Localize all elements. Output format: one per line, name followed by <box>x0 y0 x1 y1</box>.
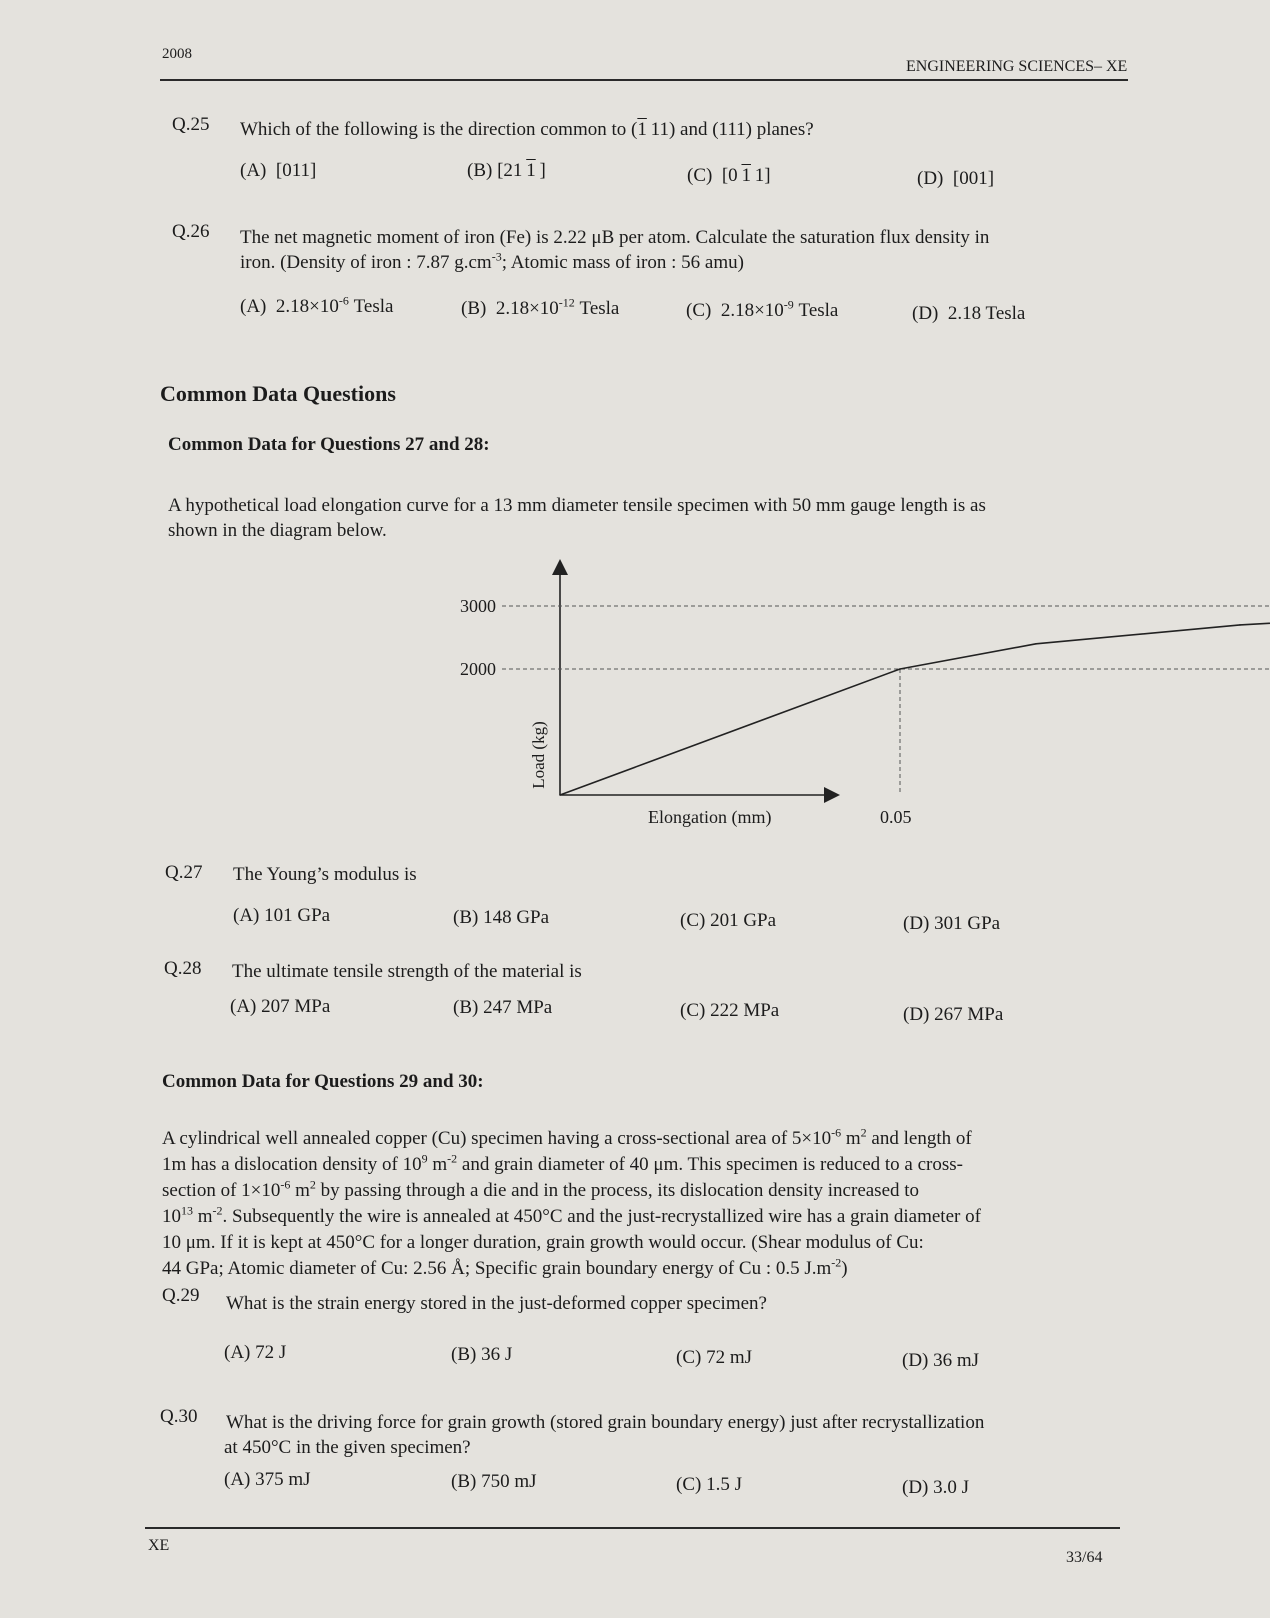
common27-line1: A hypothetical load elongation curve for a 13 mm diameter tensile specimen with 50 mm gauge length is as <box>168 495 986 516</box>
q30-line1: What is the driving force for grain growth (stored grain boundary energy) just after recrystallization <box>226 1412 985 1433</box>
q26-option-b-label: (B) <box>461 298 487 319</box>
q26-option-d <box>912 303 1025 325</box>
q28-text: The ultimate tensile strength of the material is <box>232 961 582 982</box>
curve-point-0 <box>559 794 561 796</box>
common29-line3: section of $1\times 10^{-6}$ $m^2$ by passing through a die and in the process, its dislocation density increased to <box>162 1177 920 1201</box>
q26-option-c-unit: Tesla <box>798 300 839 321</box>
load-elongation-chart <box>460 565 912 827</box>
q29-option-a: (A) 72 J <box>224 1342 287 1363</box>
q25-option-a <box>240 160 316 182</box>
header-subject: ENGINEERING SCIENCES– XE <box>906 58 1128 75</box>
q26-option-d-label: (D) <box>912 303 939 324</box>
q30-option-d: (D) 3.0 J <box>902 1477 970 1498</box>
q25-text-mid: ) and (111) planes? <box>668 119 814 140</box>
q30-option-c: (C) 1.5 J <box>676 1474 742 1495</box>
common29-heading: Common Data for Questions 29 and 30: <box>162 1071 484 1092</box>
y-axis-label: Load (kg) <box>529 721 548 789</box>
q26-option-a-exp: -6 <box>338 293 349 308</box>
q27-text: The Young’s modulus is <box>233 864 417 885</box>
q26-option-a-unit: Tesla <box>353 296 394 317</box>
q28-option-a: (A) 207 MPa <box>230 996 331 1017</box>
y-tick-label-3000: 3000 <box>460 596 496 616</box>
q30-number: Q.30 <box>160 1406 198 1427</box>
q26-line2-pre: iron. (Density of iron : 7.87 g.cm <box>240 252 492 273</box>
chart-ticks <box>460 596 1270 827</box>
q25-option-d-label: (D) <box>917 168 944 189</box>
q25-option-c-label: (C) <box>687 165 713 186</box>
q29-option-d: (D) 36 mJ <box>902 1350 980 1371</box>
chart-axes <box>560 567 832 795</box>
curve-point-1 <box>899 668 901 670</box>
q26-option-c-label: (C) <box>686 300 712 321</box>
q26-line2-post: ; Atomic mass of iron : 56 amu) <box>501 252 744 273</box>
q30-option-a: (A) 375 mJ <box>224 1469 311 1490</box>
q26-option-b-exp: -12 <box>558 295 575 310</box>
q29-option-c: (C) 72 mJ <box>676 1347 752 1368</box>
q26-option-a <box>240 293 394 318</box>
q26-option-a-label: (A) <box>240 296 267 317</box>
q27-option-b: (B) 148 GPa <box>453 907 550 928</box>
q25-option-c: (C) [0 1 1] <box>687 165 771 186</box>
q26-option-d-value: 2.18 Tesla <box>947 303 1026 324</box>
curve-point-2 <box>1035 643 1037 645</box>
footer-rule <box>145 1527 1120 1529</box>
footer-page: 33/64 <box>1066 1549 1103 1566</box>
x-axis-label: Elongation (mm) <box>648 807 772 827</box>
q29-number: Q.29 <box>162 1285 200 1306</box>
q27-option-d: (D) 301 GPa <box>903 913 1001 934</box>
common27-line2: shown in the diagram below. <box>168 520 387 541</box>
q28-option-d: (D) 267 MPa <box>903 1004 1004 1025</box>
q28-option-c: (C) 222 MPa <box>680 1000 780 1021</box>
chart-series <box>559 605 1270 796</box>
x-tick-label-0.05: 0.05 <box>880 807 912 827</box>
q25-option-d-value: [001] <box>952 168 995 189</box>
q25-text-pre: Which of the following is the direction common to ( <box>240 119 638 140</box>
q30-line2: at 450°C in the given specimen? <box>224 1437 471 1458</box>
q26-option-c-value: 2.18×10 <box>720 300 784 321</box>
footer-code: XE <box>148 1537 170 1554</box>
common29-line2: 1m has a dislocation density of $10^9$ $m^{-2}$ and grain diameter of 40 μm. This specimen is reduced to a cross- <box>162 1151 963 1175</box>
q26-line1: The net magnetic moment of iron (Fe) is 2.22 μB per atom. Calculate the saturation flux density in <box>240 227 990 248</box>
common29-paragraph <box>162 1126 1112 1282</box>
common29-line6: 44 GPa; Atomic diameter of Cu: 2.56 Å; Specific grain boundary energy of Cu : 0.5 $J.m^{-2}$) <box>162 1255 848 1279</box>
chart-labels <box>529 721 771 828</box>
load-elongation-curve <box>560 606 1270 795</box>
q27-option-a: (A) 101 GPa <box>233 905 331 926</box>
common27-heading: Common Data for Questions 27 and 28: <box>168 434 490 455</box>
q26-option-b-value: 2.18×10 <box>495 298 559 319</box>
q28-number: Q.28 <box>164 958 202 979</box>
q26-number: Q.26 <box>172 221 210 242</box>
q26-line2-sup: -3 <box>491 249 502 264</box>
common29-line4: $10^{13}$ $m^{-2}$. Subsequently the wire is annealed at 450°C and the just-recrystallized wire has a grain diameter of <box>162 1203 981 1227</box>
q29-option-b: (B) 36 J <box>451 1344 513 1365</box>
header-year: 2008 <box>162 46 192 62</box>
q25-option-b-label: (B) <box>467 160 493 181</box>
q25-option-a-value: [011] <box>275 160 317 181</box>
q25-option-b: (B) [21 1 ] <box>467 160 546 181</box>
q28-option-b: (B) 247 MPa <box>453 997 553 1018</box>
q27-number: Q.27 <box>165 862 203 883</box>
common29-line1: A cylindrical well annealed copper (Cu) specimen having a cross-sectional area of $5\times 10^{-6}$ $m^2$ and length of <box>162 1125 972 1149</box>
q26-option-b-unit: Tesla <box>579 298 620 319</box>
header-rule <box>160 79 1128 81</box>
y-tick-label-2000: 2000 <box>460 659 496 679</box>
q25-option-d <box>917 168 994 190</box>
q25-option-a-label: (A) <box>240 160 267 181</box>
q26-option-a-value: 2.18×10 <box>275 296 339 317</box>
q30-option-b: (B) 750 mJ <box>451 1471 537 1492</box>
q26-option-c <box>686 297 839 322</box>
curve-point-3 <box>1239 624 1241 626</box>
q25-number: Q.25 <box>172 114 210 135</box>
q25-b-bar: 1 <box>526 160 536 181</box>
q25-c-bar: 1 <box>741 165 751 186</box>
q25-text: Which of the following is the direction common to (1 11) and (111) planes? <box>240 119 814 140</box>
q26-option-c-exp: -9 <box>783 297 794 312</box>
q29-text: What is the strain energy stored in the just-deformed copper specimen? <box>226 1293 767 1314</box>
q25-index-bar: 1 <box>637 119 647 140</box>
common-data-heading: Common Data Questions <box>160 381 396 406</box>
q27-option-c: (C) 201 GPa <box>680 910 777 931</box>
common29-line5: 10 μm. If it is kept at 450°C for a longer duration, grain growth would occur. (Shear modulus of Cu: <box>162 1232 924 1253</box>
q26-line2 <box>240 250 744 275</box>
q26-option-b <box>461 295 620 320</box>
